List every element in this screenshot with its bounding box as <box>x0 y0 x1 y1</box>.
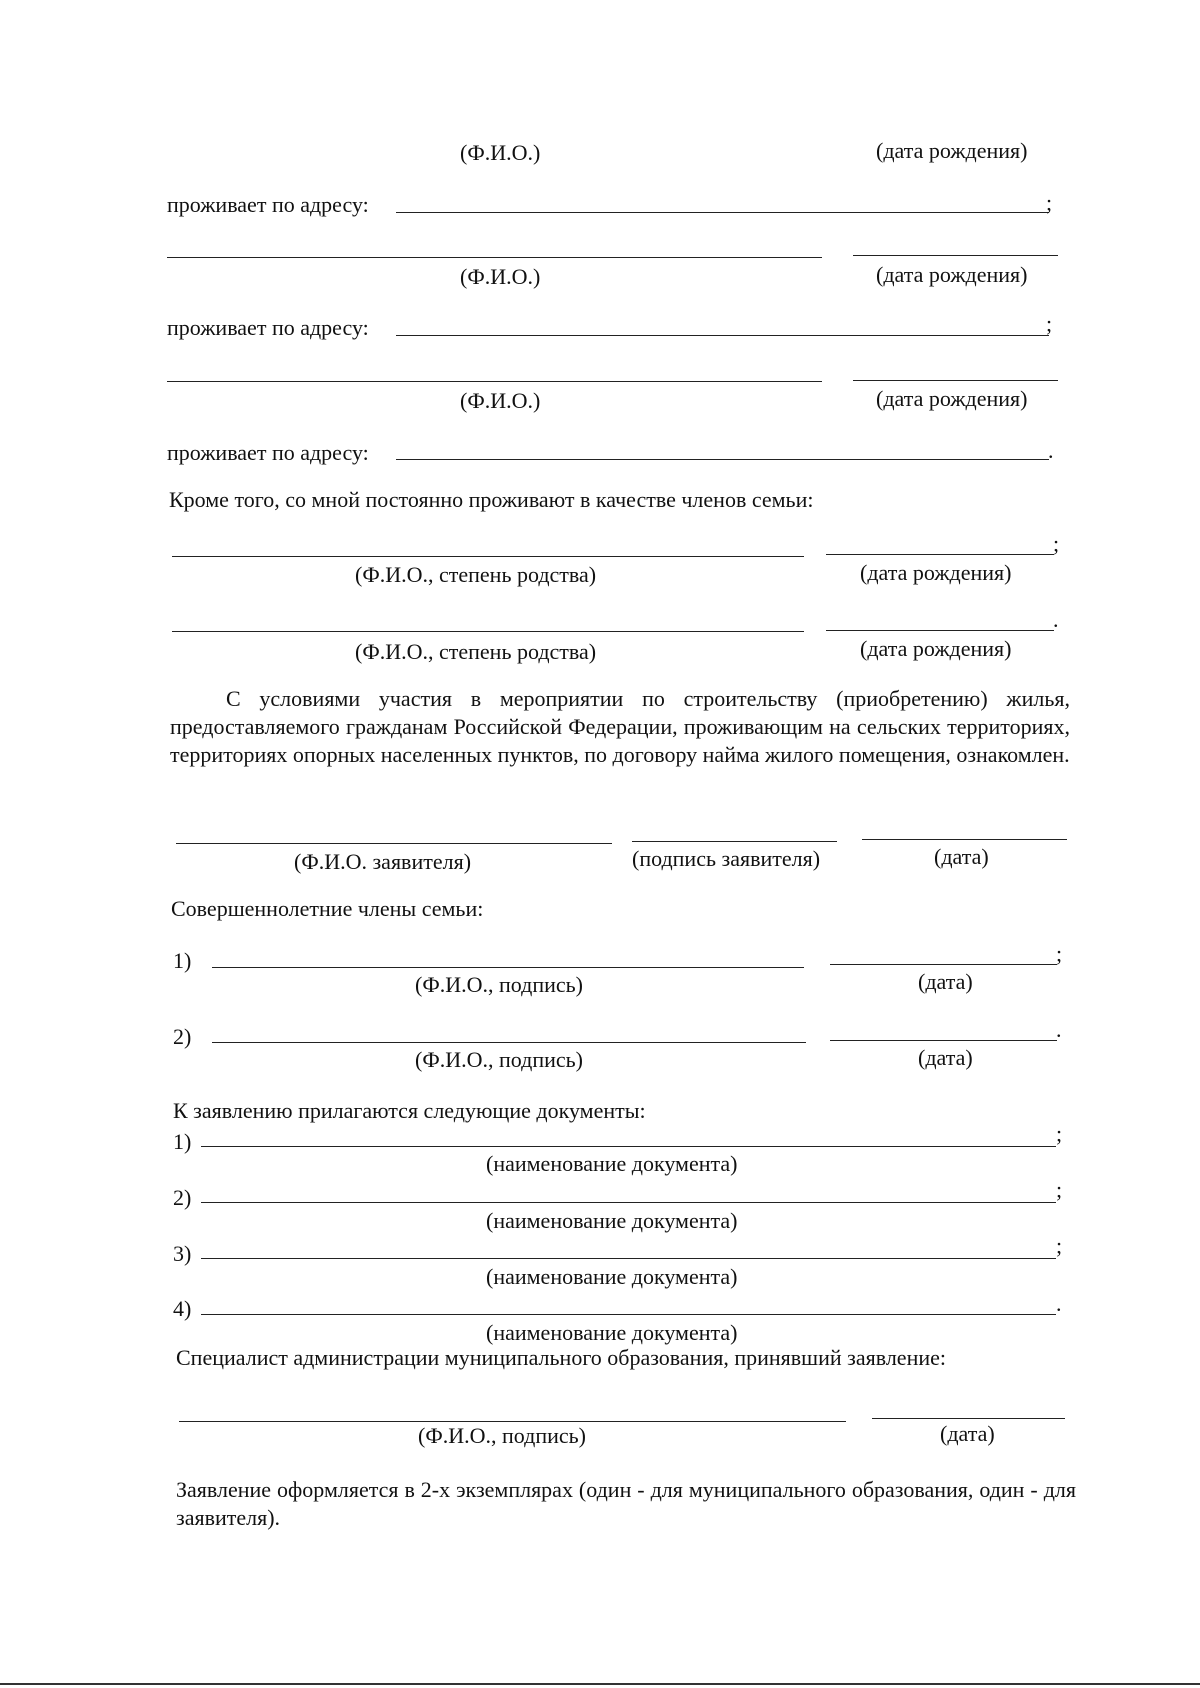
document-line[interactable] <box>201 1314 1056 1315</box>
birth-date-caption: (дата рождения) <box>876 138 1028 163</box>
period: . <box>1056 1017 1062 1042</box>
fio-line[interactable] <box>167 257 822 258</box>
conditions-paragraph: С условиями участия в мероприятии по строительству (приобретению) жилья, предоставляемого гражданам Российской Федерации, проживающим на сельских территориях, территориях опорных населенных пунктов, по договору найма жилого помещения, ознакомлен. <box>170 686 1070 767</box>
semicolon: ; <box>1056 941 1063 966</box>
fio-line[interactable] <box>167 381 822 382</box>
document-caption: (наименование документа) <box>486 1320 738 1345</box>
birth-date-line[interactable] <box>853 380 1058 381</box>
adult-members-heading: Совершеннолетние члены семьи: <box>171 896 484 921</box>
item-number: 2) <box>173 1024 192 1049</box>
address-label: проживает по адресу: <box>167 192 369 217</box>
specialist-heading: Специалист администрации муниципального образования, принявший заявление: <box>176 1345 946 1370</box>
semicolon: ; <box>1046 190 1053 215</box>
copies-note: Заявление оформляется в 2-х экземплярах (один - для муниципального образования, один - для заявителя). <box>176 1477 1076 1530</box>
applicant-signature-line[interactable] <box>632 841 837 842</box>
fio-signature-caption: (Ф.И.О., подпись) <box>418 1423 586 1448</box>
fio-caption: (Ф.И.О.) <box>460 140 541 165</box>
fio-signature-caption: (Ф.И.О., подпись) <box>415 1047 583 1072</box>
address-label: проживает по адресу: <box>167 315 369 340</box>
item-number: 1) <box>173 948 192 973</box>
period: . <box>1048 438 1054 463</box>
document-caption: (наименование документа) <box>486 1264 738 1289</box>
document-caption: (наименование документа) <box>486 1208 738 1233</box>
member-fio-signature-line[interactable] <box>212 967 804 968</box>
semicolon: ; <box>1046 311 1053 336</box>
address-label: проживает по адресу: <box>167 440 369 465</box>
date-line[interactable] <box>872 1418 1065 1419</box>
relative-fio-line[interactable] <box>172 631 804 632</box>
fio-caption: (Ф.И.О.) <box>460 264 541 289</box>
applicant-fio-caption: (Ф.И.О. заявителя) <box>294 849 472 874</box>
document-line[interactable] <box>201 1258 1056 1259</box>
semicolon: ; <box>1056 1121 1063 1146</box>
date-caption: (дата) <box>940 1421 995 1446</box>
applicant-fio-line[interactable] <box>176 843 612 844</box>
address-line[interactable] <box>396 335 1049 336</box>
relative-fio-line[interactable] <box>172 556 804 557</box>
member-fio-signature-line[interactable] <box>212 1042 806 1043</box>
birth-date-caption: (дата рождения) <box>860 560 1012 585</box>
birth-date-line[interactable] <box>853 255 1058 256</box>
date-line[interactable] <box>830 964 1057 965</box>
documents-heading: К заявлению прилагаются следующие документы: <box>173 1098 646 1123</box>
date-caption: (дата) <box>918 969 973 994</box>
fio-signature-caption: (Ф.И.О., подпись) <box>415 972 583 997</box>
document-line[interactable] <box>201 1202 1056 1203</box>
fio-caption: (Ф.И.О.) <box>460 388 541 413</box>
relative-birth-date-line[interactable] <box>826 630 1054 631</box>
address-line[interactable] <box>396 212 1049 213</box>
date-line[interactable] <box>862 839 1067 840</box>
item-number: 4) <box>173 1296 192 1321</box>
date-line[interactable] <box>830 1040 1057 1041</box>
period: . <box>1056 1291 1062 1316</box>
item-number: 2) <box>173 1185 192 1210</box>
address-line[interactable] <box>396 459 1049 460</box>
period: . <box>1053 607 1059 632</box>
family-intro: Кроме того, со мной постоянно проживают в качестве членов семьи: <box>169 487 814 512</box>
date-caption: (дата) <box>918 1045 973 1070</box>
relative-birth-date-line[interactable] <box>826 554 1054 555</box>
semicolon: ; <box>1056 1233 1063 1258</box>
item-number: 1) <box>173 1129 192 1154</box>
document-caption: (наименование документа) <box>486 1151 738 1176</box>
relative-caption: (Ф.И.О., степень родства) <box>355 639 597 664</box>
semicolon: ; <box>1056 1177 1063 1202</box>
item-number: 3) <box>173 1241 192 1266</box>
applicant-signature-caption: (подпись заявителя) <box>632 846 821 871</box>
document-line[interactable] <box>201 1146 1056 1147</box>
birth-date-caption: (дата рождения) <box>860 636 1012 661</box>
semicolon: ; <box>1053 531 1060 556</box>
specialist-fio-signature-line[interactable] <box>179 1421 846 1422</box>
birth-date-caption: (дата рождения) <box>876 262 1028 287</box>
birth-date-caption: (дата рождения) <box>876 386 1028 411</box>
date-caption: (дата) <box>934 844 989 869</box>
page-bottom-rule <box>0 1683 1200 1685</box>
relative-caption: (Ф.И.О., степень родства) <box>355 562 597 587</box>
